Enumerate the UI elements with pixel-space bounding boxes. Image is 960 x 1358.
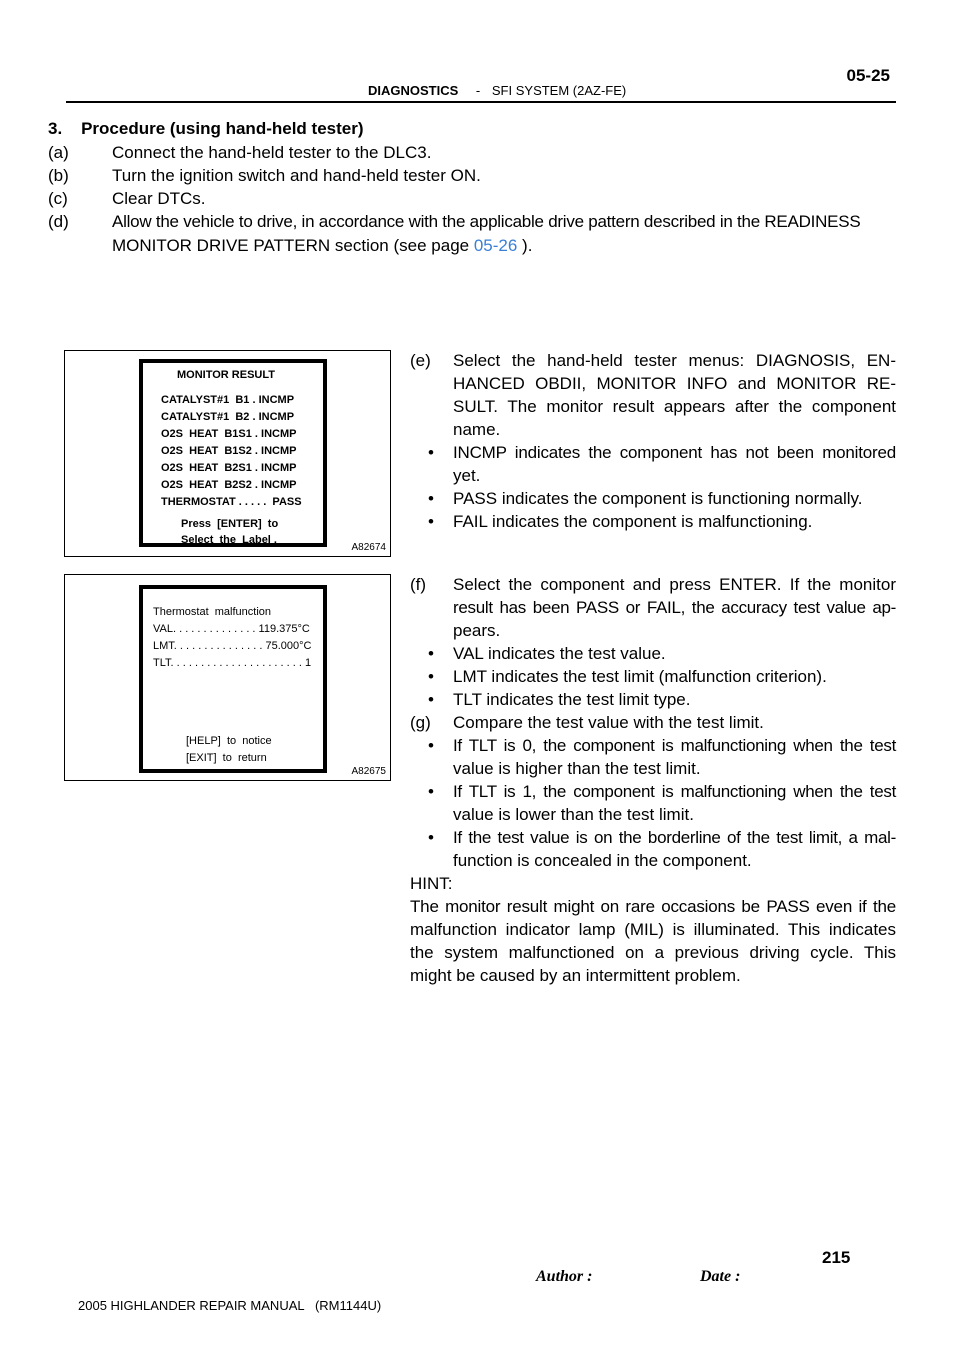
bullet-text: TLT indicates the test limit type.: [453, 690, 691, 709]
step-text: MONITOR DRIVE PATTERN section (see page: [112, 236, 474, 255]
bullet-dot: •: [428, 828, 434, 847]
screen-line: O2S HEAT B1S2 . INCMP: [161, 445, 297, 457]
figure-id: A82674: [351, 542, 386, 553]
step-f-line: pears.: [453, 621, 501, 640]
step-e-line: name.: [453, 420, 501, 439]
bullet-text: VAL indicates the test value.: [453, 644, 666, 663]
tester-screen: [139, 359, 327, 547]
screen-footer: Select the Label .: [181, 534, 277, 546]
screen-line: CATALYST#1 B2 . INCMP: [161, 411, 295, 423]
step-e-line: Select the hand-held tester menus: DIAGNOSIS, EN-: [453, 351, 896, 370]
screen-line: VAL. . . . . . . . . . . . . . 119.375°C: [153, 623, 310, 635]
bullet-text: INCMP indicates the component has not been monitored: [453, 443, 896, 462]
running-header: [368, 83, 626, 98]
manual-title: 2005 HIGHLANDER REPAIR MANUAL (RM1144U): [78, 1298, 382, 1313]
page-code: 05-25: [846, 66, 890, 85]
screen-line: LMT. . . . . . . . . . . . . . . 75.000°C: [153, 640, 312, 652]
step-text: Connect the hand-held tester to the DLC3.: [112, 143, 432, 162]
step-label: (c): [48, 189, 68, 208]
screen-footer: [HELP] to notice: [186, 735, 272, 747]
step-g-text: Compare the test value with the test limit.: [453, 713, 764, 732]
bullet-text: LMT indicates the test limit (malfunction criterion).: [453, 667, 827, 686]
hint-line: the system malfunctioned on a previous driving cycle. This: [410, 943, 896, 962]
screen-line: O2S HEAT B2S1 . INCMP: [161, 462, 297, 474]
bullet-dot: •: [428, 489, 434, 508]
header-section: DIAGNOSTICS: [368, 83, 459, 98]
screen-footer: Press [ENTER] to: [181, 518, 279, 530]
step-g-label: (g): [410, 713, 431, 732]
screen-line: CATALYST#1 B1 . INCMP: [161, 394, 295, 406]
header-separator: -: [475, 83, 481, 98]
figure-thermostat: [64, 574, 391, 781]
bullet-text: value is higher than the test limit.: [453, 759, 701, 778]
bullet-text: function is concealed in the component.: [453, 851, 752, 870]
step-e-line: HANCED OBDII, MONITOR INFO and MONITOR RE-: [453, 374, 896, 393]
screen-title: MONITOR RESULT: [177, 369, 275, 381]
page-number: 215: [822, 1248, 851, 1267]
bullet-text: FAIL indicates the component is malfunctioning.: [453, 512, 813, 531]
figure-id: A82675: [351, 766, 386, 777]
bullet-text: If TLT is 0, the component is malfunctioning when the test: [453, 736, 896, 755]
step-label: (b): [48, 166, 69, 185]
procedure-title: 3. Procedure (using hand-held tester): [48, 119, 364, 138]
step-label: (d): [48, 212, 69, 231]
header-rule: [66, 101, 896, 103]
bullet-dot: •: [428, 782, 434, 801]
hint-line: malfunction indicator lamp (MIL) is illuminated. This indicates: [410, 920, 896, 939]
screen-line: O2S HEAT B1S1 . INCMP: [161, 428, 297, 440]
bullet-dot: •: [428, 667, 434, 686]
figure-monitor-result: [64, 350, 391, 557]
author-label: Author :: [536, 1268, 593, 1285]
step-f-line: result has been PASS or FAIL, the accuracy test value ap-: [453, 598, 896, 617]
step-text: ).: [517, 236, 533, 255]
step-text: Turn the ignition switch and hand-held tester ON.: [112, 166, 481, 185]
bullet-dot: •: [428, 644, 434, 663]
bullet-dot: •: [428, 443, 434, 462]
tester-screen: [139, 585, 327, 773]
step-e-label: (e): [410, 351, 431, 370]
screen-line: O2S HEAT B2S2 . INCMP: [161, 479, 297, 491]
bullet-text: yet.: [453, 466, 481, 485]
step-label: (a): [48, 143, 69, 162]
screen-line: TLT. . . . . . . . . . . . . . . . . . . . . . 1: [153, 657, 312, 669]
bullet-dot: •: [428, 690, 434, 709]
hint-label: HINT:: [410, 874, 453, 893]
step-e-line: SULT. The monitor result appears after the component: [453, 397, 896, 416]
bullet-text: value is lower than the test limit.: [453, 805, 694, 824]
step-text: Allow the vehicle to drive, in accordance with the applicable drive pattern described in the READINESS: [112, 212, 861, 231]
step-f-label: (f): [410, 575, 427, 594]
step-f-line: Select the component and press ENTER. If the monitor: [453, 575, 896, 594]
step-text: Clear DTCs.: [112, 189, 206, 208]
bullet-text: If TLT is 1, the component is malfunctioning when the test: [453, 782, 896, 801]
bullet-text: PASS indicates the component is functioning normally.: [453, 489, 863, 508]
header-subsection: SFI SYSTEM (2AZ-FE): [491, 83, 627, 98]
screen-footer: [EXIT] to return: [186, 752, 267, 764]
bullet-dot: •: [428, 512, 434, 531]
page-link[interactable]: 05-26: [473, 236, 518, 255]
screen-line: THERMOSTAT . . . . . PASS: [161, 496, 302, 508]
bullet-dot: •: [428, 736, 434, 755]
hint-line: The monitor result might on rare occasions be PASS even if the: [410, 897, 896, 916]
bullet-text: If the test value is on the borderline of the test limit, a mal-: [453, 828, 896, 847]
date-label: Date :: [700, 1268, 741, 1285]
screen-title: Thermostat malfunction: [153, 606, 271, 618]
step-d-line2: [112, 234, 532, 257]
hint-line: might be caused by an intermittent problem.: [410, 966, 741, 985]
